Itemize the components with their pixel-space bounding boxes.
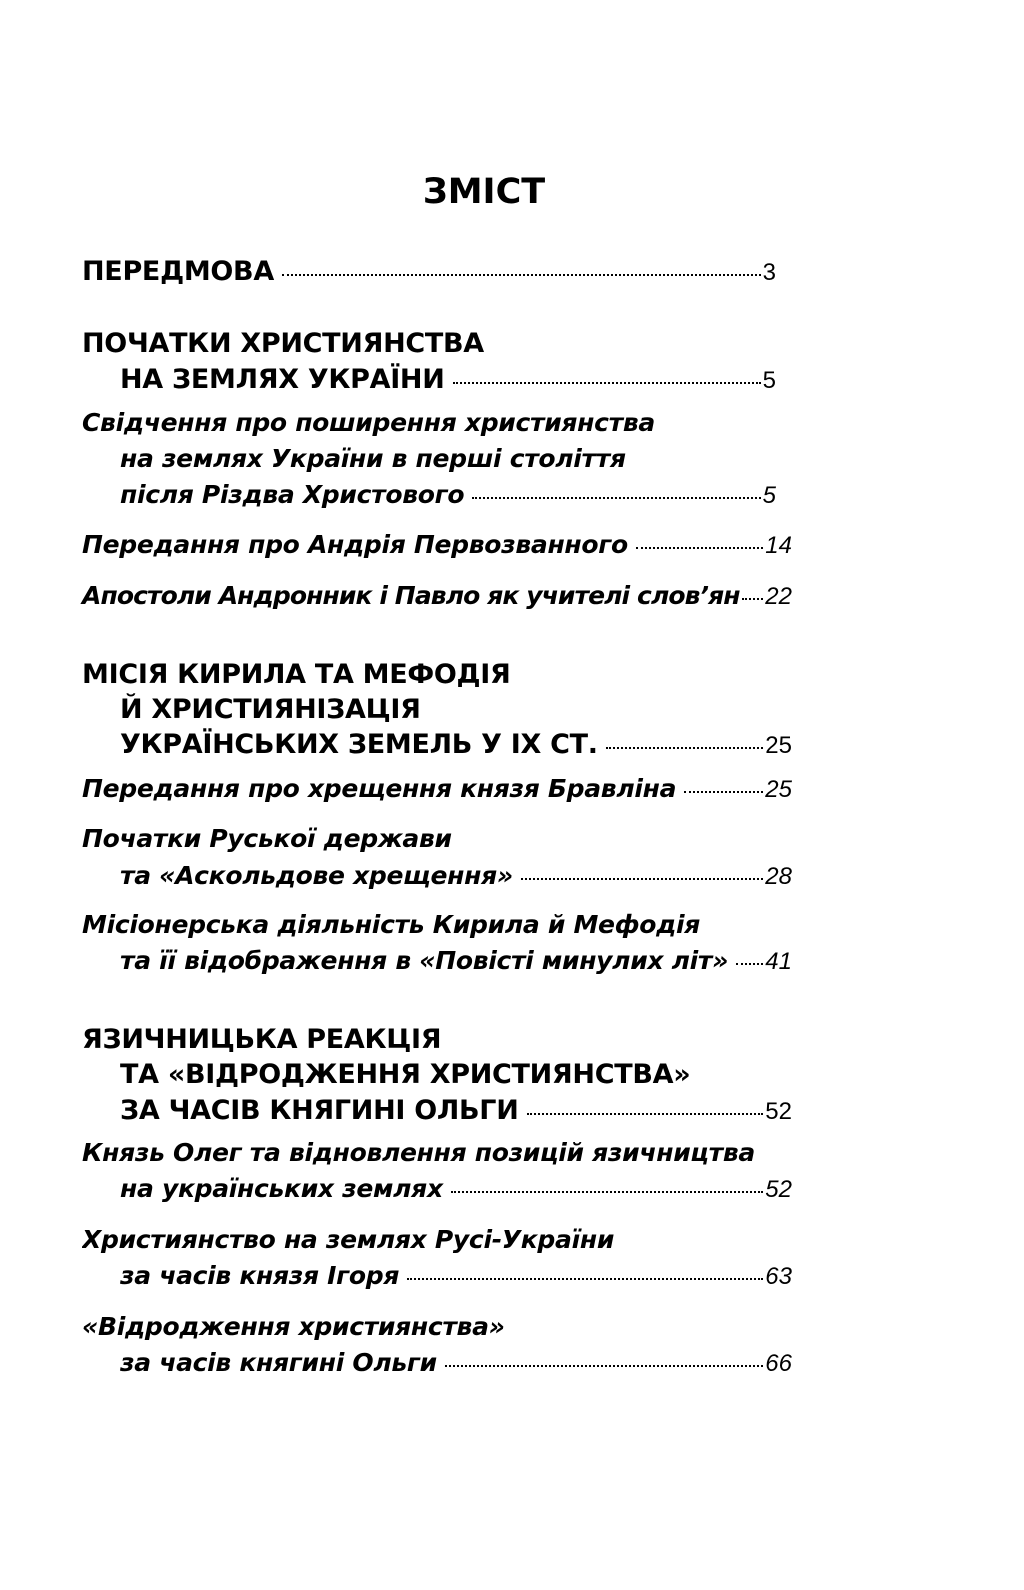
toc-entry-title-cont: ЗА ЧАСІВ КНЯГИНІ ОЛЬГИ (120, 1095, 519, 1126)
dot-leader (521, 878, 763, 880)
toc-subentry-olga (120, 1343, 792, 1383)
dot-leader (684, 791, 763, 793)
dot-leader (636, 547, 763, 549)
page-title: ЗМІСТ (422, 172, 546, 212)
toc-entry-title: ПЕРЕДМОВА (82, 256, 274, 287)
toc-entry-title-cont: УКРАЇНСЬКИХ ЗЕМЕЛЬ У IX СТ. (120, 729, 598, 760)
toc-subentry-apostles (82, 576, 792, 616)
dot-leader (451, 1191, 764, 1193)
toc-entry-title-cont: НА ЗЕМЛЯХ УКРАЇНИ (120, 364, 445, 395)
toc-subentry-testimony (120, 475, 776, 515)
toc-page-number: 3 (762, 259, 776, 286)
dot-leader (472, 497, 760, 499)
toc-subentry-title-cont: за часів князя Ігоря (120, 1261, 400, 1290)
toc-page-number: 14 (765, 532, 792, 559)
toc-entry-section-1 (120, 360, 776, 400)
toc-subentry-title: «Відродження християнства» (82, 1312, 505, 1341)
toc-subentry-title: Християнство на землях Русі-України (82, 1225, 615, 1254)
toc-page-number: 41 (765, 948, 792, 975)
dot-leader (736, 963, 763, 965)
toc-page-number: 22 (765, 583, 792, 610)
toc-subentry-title-cont: на землях України в перші століття (120, 444, 626, 473)
toc-subentry-igor (120, 1256, 792, 1296)
toc-subentry-mission (120, 941, 792, 981)
dot-leader (407, 1278, 763, 1280)
toc-entry-section-2 (120, 725, 792, 765)
toc-subentry-rus-state (120, 856, 792, 896)
toc-subentry-title: Передання про хрещення князя Бравліна (82, 774, 677, 803)
toc-entry-title: МІСІЯ КИРИЛА ТА МЕФОДІЯ (82, 659, 511, 690)
toc-entry-title: ЯЗИЧНИЦЬКА РЕАКЦІЯ (82, 1024, 442, 1055)
toc-entry-preface (82, 252, 776, 292)
toc-page-number: 5 (762, 367, 776, 394)
toc-page-number: 63 (765, 1263, 792, 1290)
toc-subentry-title-cont: та «Аскольдове хрещення» (120, 861, 513, 890)
toc-page-number: 52 (765, 1098, 792, 1125)
toc-subentry-title: Передання про Андрія Первозванного (82, 530, 628, 559)
toc-subentry-oleg (120, 1169, 792, 1209)
toc-entry-title-cont: Й ХРИСТИЯНІЗАЦІЯ (120, 694, 421, 725)
toc-page-number: 5 (762, 482, 776, 509)
dot-leader (606, 747, 764, 749)
toc-subentry-title: Апостоли Андронник і Павло як учителі слов’ян (82, 581, 740, 610)
toc-subentry-andrew (82, 525, 792, 565)
dot-leader (742, 598, 764, 600)
toc-subentry-title-cont: та її відображення в «Повісті минулих літ» (120, 946, 729, 975)
toc-subentry-title: Початки Руської держави (82, 824, 452, 853)
toc-subentry-bravlin (82, 769, 792, 809)
toc-page-number: 25 (765, 732, 792, 759)
dot-leader (445, 1365, 763, 1367)
toc-subentry-title-cont: після Різдва Христового (120, 480, 465, 509)
dot-leader (453, 382, 761, 384)
toc-subentry-title-cont: за часів княгині Ольги (120, 1348, 437, 1377)
dot-leader (527, 1113, 764, 1115)
toc-entry-title: ПОЧАТКИ ХРИСТИЯНСТВА (82, 328, 484, 359)
toc-page-number: 28 (765, 863, 792, 890)
dot-leader (282, 274, 761, 276)
toc-subentry-title-cont: на українських землях (120, 1174, 443, 1203)
toc-subentry-title: Місіонерська діяльність Кирила й Мефодія (82, 910, 700, 939)
toc-subentry-title: Свідчення про поширення християнства (82, 408, 655, 437)
toc-subentry-title: Князь Олег та відновлення позицій язичництва (82, 1138, 755, 1167)
toc-entry-title-cont: ТА «ВІДРОДЖЕННЯ ХРИСТИЯНСТВА» (120, 1059, 691, 1090)
toc-entry-section-3 (120, 1091, 792, 1131)
toc-page-number: 52 (765, 1176, 792, 1203)
toc-page-number: 66 (765, 1350, 792, 1377)
toc-page-number: 25 (765, 776, 792, 803)
